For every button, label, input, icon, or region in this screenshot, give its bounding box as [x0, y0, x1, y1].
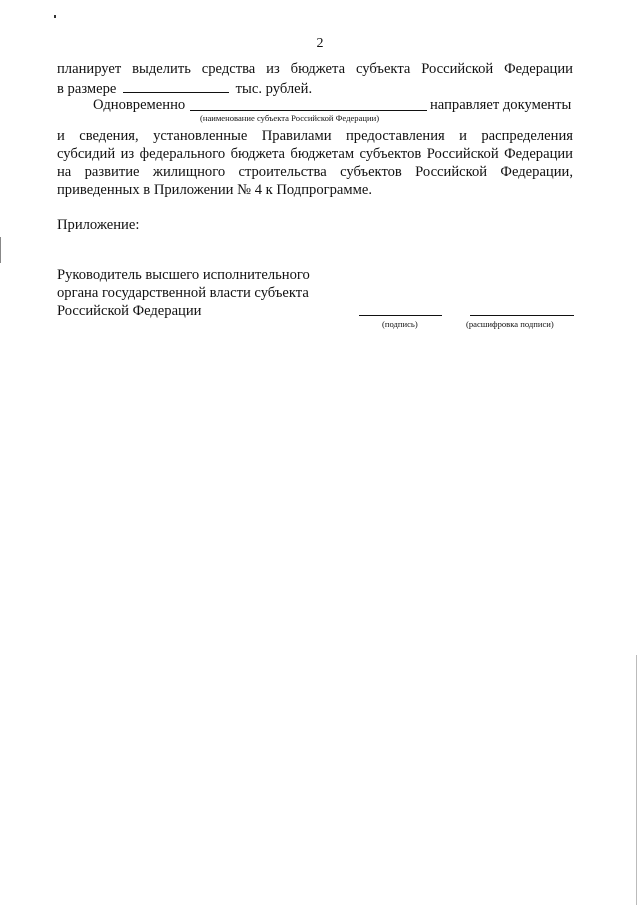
attachment-label: Приложение: [57, 217, 140, 233]
page-number: 2 [316, 36, 324, 51]
amount-prefix: в размере [57, 81, 117, 97]
subject-name-blank [190, 110, 427, 111]
signatory-title: органа государственной власти субъекта [57, 285, 309, 301]
body-line: на развитие жилищного строительства субъектов Российской Федерации, [57, 164, 573, 180]
subject-name-caption: (наименование субъекта Российской Федерации) [200, 113, 380, 123]
amount-blank [123, 78, 229, 93]
body-line: приведенных в Приложении № 4 к Подпрограмме. [57, 182, 372, 198]
simultaneously-suffix: направляет документы [430, 97, 572, 113]
intro-line: планирует выделить средства из бюджета субъекта Российской Федерации [57, 61, 573, 77]
body-line: и сведения, установленные Правилами предоставления и распределения [57, 128, 573, 144]
signatory-title: Руководитель высшего исполнительного [57, 267, 310, 283]
signatory-title: Российской Федерации [57, 303, 202, 319]
body-line: субсидий из федерального бюджета бюджетам субъектов Российской Федерации [57, 146, 573, 162]
scan-speck [54, 15, 56, 18]
amount-suffix: тыс. рублей. [235, 81, 313, 97]
amount-line [57, 78, 312, 98]
signature-caption: (подпись) [382, 319, 418, 329]
scan-edge-mark [636, 655, 637, 905]
scan-edge-mark [0, 237, 1, 263]
signature-blank [359, 315, 442, 316]
simultaneously-prefix: Одновременно [93, 97, 186, 113]
decoding-caption: (расшифровка подписи) [466, 319, 554, 329]
decoding-blank [470, 315, 574, 316]
